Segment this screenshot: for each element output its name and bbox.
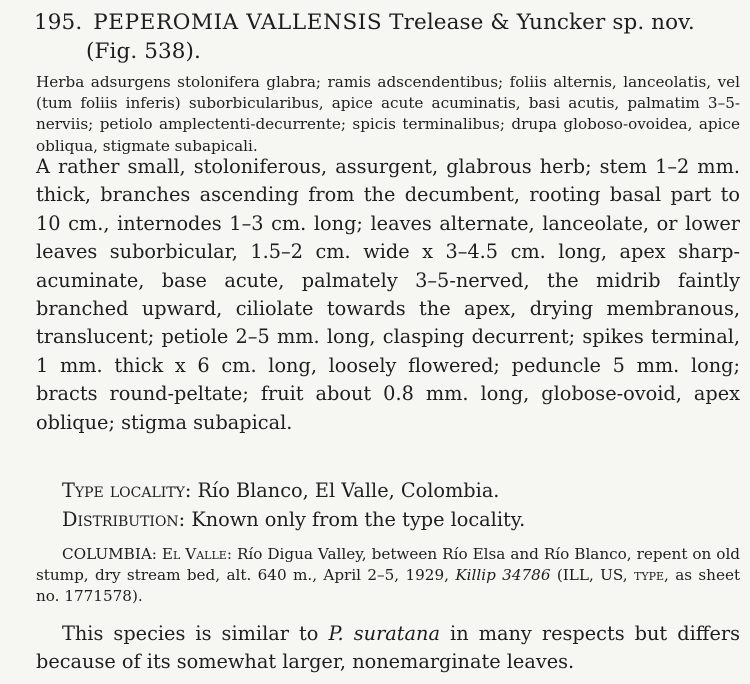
specimen-citation <box>36 544 740 608</box>
note-before: This species is similar to <box>62 622 319 645</box>
note-species: P. suratana <box>328 622 440 645</box>
species-name: PEPEROMIA VALLENSIS <box>93 10 383 35</box>
type-locality-label: Type locality <box>62 479 185 502</box>
figure-reference: (Fig. 538). <box>86 39 201 64</box>
specimen-collector: Killip 34786 <box>455 566 551 585</box>
specimen-region: El Valle: <box>161 545 232 563</box>
latin-description: Herba adsurgens stolonifera glabra; ramis adscendentibus; foliis alternis, lanceolatis, vel (tum foliis inferis) suborbicularibus, apice acute acuminatis, basi acutis, palmatim 3–5-nerviis; petiolo amplectenti-decurrente; spicis terminalibus; drupa globoso-ovoidea, apice obliqua, stigmate subapicali. <box>36 73 740 155</box>
distribution: Distribution: Known only from the type locality. <box>62 508 526 531</box>
specimen-country: COLUMBIA: <box>62 545 157 563</box>
type-locality-value: Río Blanco, El Valle, Colombia. <box>197 479 500 502</box>
english-description: A rather small, stoloniferous, assurgent, glabrous herb; stem 1–2 mm. thick, branches ascending from the decumbent, rooting basal part to 10 cm., internodes 1–3 cm. long; leaves alternate, lanceolate, or lower leaves suborbicular, 1.5–2 cm. wide x 3–4.5 cm. long, apex sharp-acuminate, base acute, palmately 3–5-nerved, the midrib faintly branched upward, ciliolate towards the apex, drying membranous, translucent; petiole 2–5 mm. long, clasping decurrent; spikes terminal, 1 mm. thick x 6 cm. long, loosely flowered; peduncle 5 mm. long; bracts round-peltate; fruit about 0.8 mm. long, globose-ovoid, apex oblique; stigma subapical. <box>36 155 740 434</box>
specimen-type-word: type <box>633 566 665 585</box>
specimen-sheet: , as sheet no. 1771578). <box>36 566 741 606</box>
distribution-label: Distribution <box>62 508 179 531</box>
comparison-note <box>36 620 740 677</box>
type-locality: Type locality: Río Blanco, El Valle, Colombia. <box>62 479 500 502</box>
species-number: 195. <box>34 10 83 35</box>
species-heading <box>34 8 734 66</box>
distribution-value: Known only from the type locality. <box>191 508 526 531</box>
specimen-herbaria: (ILL, US, <box>556 566 628 585</box>
species-authors: Trelease & Yuncker sp. nov. <box>389 10 695 35</box>
note-after: in many respects but differs because of its somewhat larger, nonemarginate leaves. <box>36 622 740 674</box>
specimen-locality-text: Río Digua Valley, between Río Elsa and Río Blanco, repent on old stump, dry stream bed, alt. 640 m., April 2–5, 1929, <box>36 545 741 585</box>
